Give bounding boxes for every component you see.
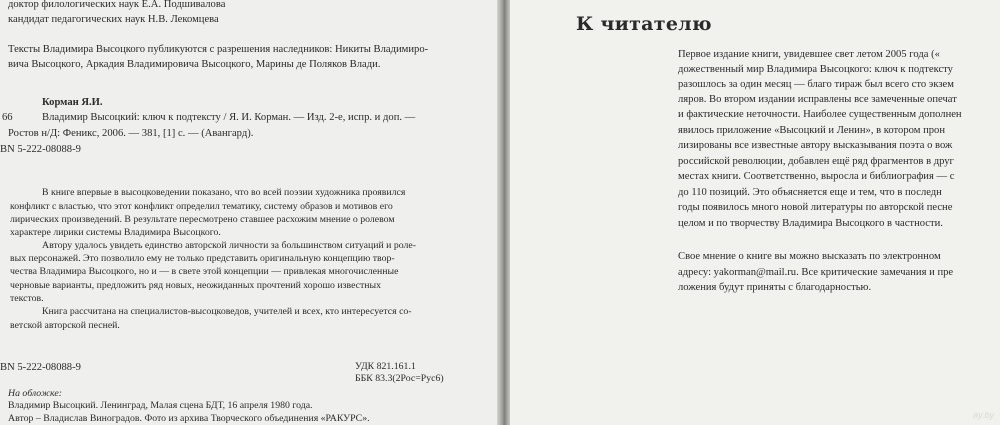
annotation-line: текстов. bbox=[10, 293, 44, 304]
credit-line: доктор филологических наук Е.А. Подшивалова bbox=[8, 0, 226, 10]
catalog-isbn: BN 5-222-08088-9 bbox=[0, 144, 81, 155]
annotation-line: В книге впервые в высоцковедении показано, что во всей поэзии художника проявился bbox=[42, 187, 406, 198]
preface-line: годы появилось много новой литературы по авторской песне bbox=[678, 202, 953, 213]
preface-line: дожественный мир Владимира Высоцкого: ключ к подтексту bbox=[678, 64, 953, 75]
preface-line: адресу: yakorman@mail.ru. Все критические замечания и пре bbox=[678, 267, 954, 278]
preface-line: ложения будут приняты с благодарностью. bbox=[678, 282, 872, 293]
cover-label: На обложке: bbox=[8, 388, 62, 399]
cover-caption: Автор – Владислав Виноградов. Фото из архива Творческого объединения «РАКУРС». bbox=[8, 413, 370, 424]
catalog-code: 66 bbox=[2, 112, 13, 123]
annotation-line: характере лирики системы Владимира Высоцкого. bbox=[10, 227, 221, 238]
annotation-line: лирических произведений. В результате пересмотрено ставшее расхожим мнение о ролевом bbox=[10, 214, 395, 225]
site-watermark: ay.by bbox=[973, 410, 994, 420]
right-page bbox=[510, 0, 1000, 425]
preface-line: явилось приложение «Высоцкий и Ленин», в котором прон bbox=[678, 125, 945, 136]
preface-line: разошлось за один месяц — благо тираж был всего сто экзем bbox=[678, 79, 954, 90]
book-gutter bbox=[497, 0, 510, 425]
preface-line: и фактические неточности. Наиболее существенным дополнен bbox=[678, 109, 962, 120]
isbn-bottom: BN 5-222-08088-9 bbox=[0, 362, 81, 373]
annotation-line: черновые варианты, предложить ряд новых, неожиданных прочтений хорошо известных bbox=[10, 280, 382, 291]
preface-line: Первое издание книги, увидевшее свет летом 2005 года (« bbox=[678, 49, 940, 60]
credit-line: кандидат педагогических наук Н.В. Лекомцева bbox=[8, 14, 219, 25]
permission-text: Тексты Владимира Высоцкого публикуются с разрешения наследников: Никиты Владимиро- bbox=[8, 44, 429, 55]
catalog-author: Корман Я.И. bbox=[42, 97, 103, 108]
preface-line: местах книги. Соответственно, выросла и библиография — с bbox=[678, 171, 955, 182]
udk-code: УДК 821.161.1 bbox=[355, 361, 416, 372]
preface-line: российской революции, добавлен ещё ряд фрагментов в друг bbox=[678, 156, 954, 167]
left-page bbox=[0, 0, 497, 425]
catalog-entry: Владимир Высоцкий: ключ к подтексту / Я. И. Корман. — Изд. 2-е, испр. и доп. — bbox=[42, 112, 416, 123]
annotation-line: вых персонажей. Это позволило ему не только представить оригинальную концепцию твор- bbox=[10, 253, 395, 264]
annotation-line: Книга рассчитана на специалистов-высоцковедов, учителей и всех, кто интересуется со- bbox=[42, 306, 412, 317]
preface-line: Свое мнение о книге вы можно высказать по электронном bbox=[678, 251, 941, 262]
permission-text: вича Высоцкого, Аркадия Владимировича Высоцкого, Марины де Поляков Влади. bbox=[8, 59, 381, 70]
bbk-code: ББК 83.3(2Рос=Рус6) bbox=[355, 373, 444, 384]
preface-line: ляров. Во втором издании исправлены все замеченные опечат bbox=[678, 94, 957, 105]
page-title: К читателю bbox=[576, 13, 712, 35]
catalog-entry: Ростов н/Д: Феникс, 2006. — 381, [1] с. — (Авангард). bbox=[8, 128, 254, 139]
annotation-line: чества Владимира Высоцкого, но и — в свете этой концепции — привлекая многочисленные bbox=[10, 266, 399, 277]
annotation-line: конфликт с властью, что этот конфликт определил тематику, систему образов и мотивов его bbox=[10, 201, 393, 212]
annotation-line: Автору удалось увидеть единство авторской личности за большинством ситуаций и роле- bbox=[42, 240, 417, 251]
preface-line: лизированы все известные автору высказывания поэта о вож bbox=[678, 140, 953, 151]
preface-line: до 110 позиций. Это объясняется еще и тем, что в последн bbox=[678, 187, 942, 198]
annotation-line: ветской авторской песней. bbox=[10, 320, 120, 331]
cover-caption: Владимир Высоцкий. Ленинград, Малая сцена БДТ, 16 апреля 1980 года. bbox=[8, 400, 313, 411]
preface-line: целом и по творчеству Владимира Высоцкого в частности. bbox=[678, 218, 943, 229]
